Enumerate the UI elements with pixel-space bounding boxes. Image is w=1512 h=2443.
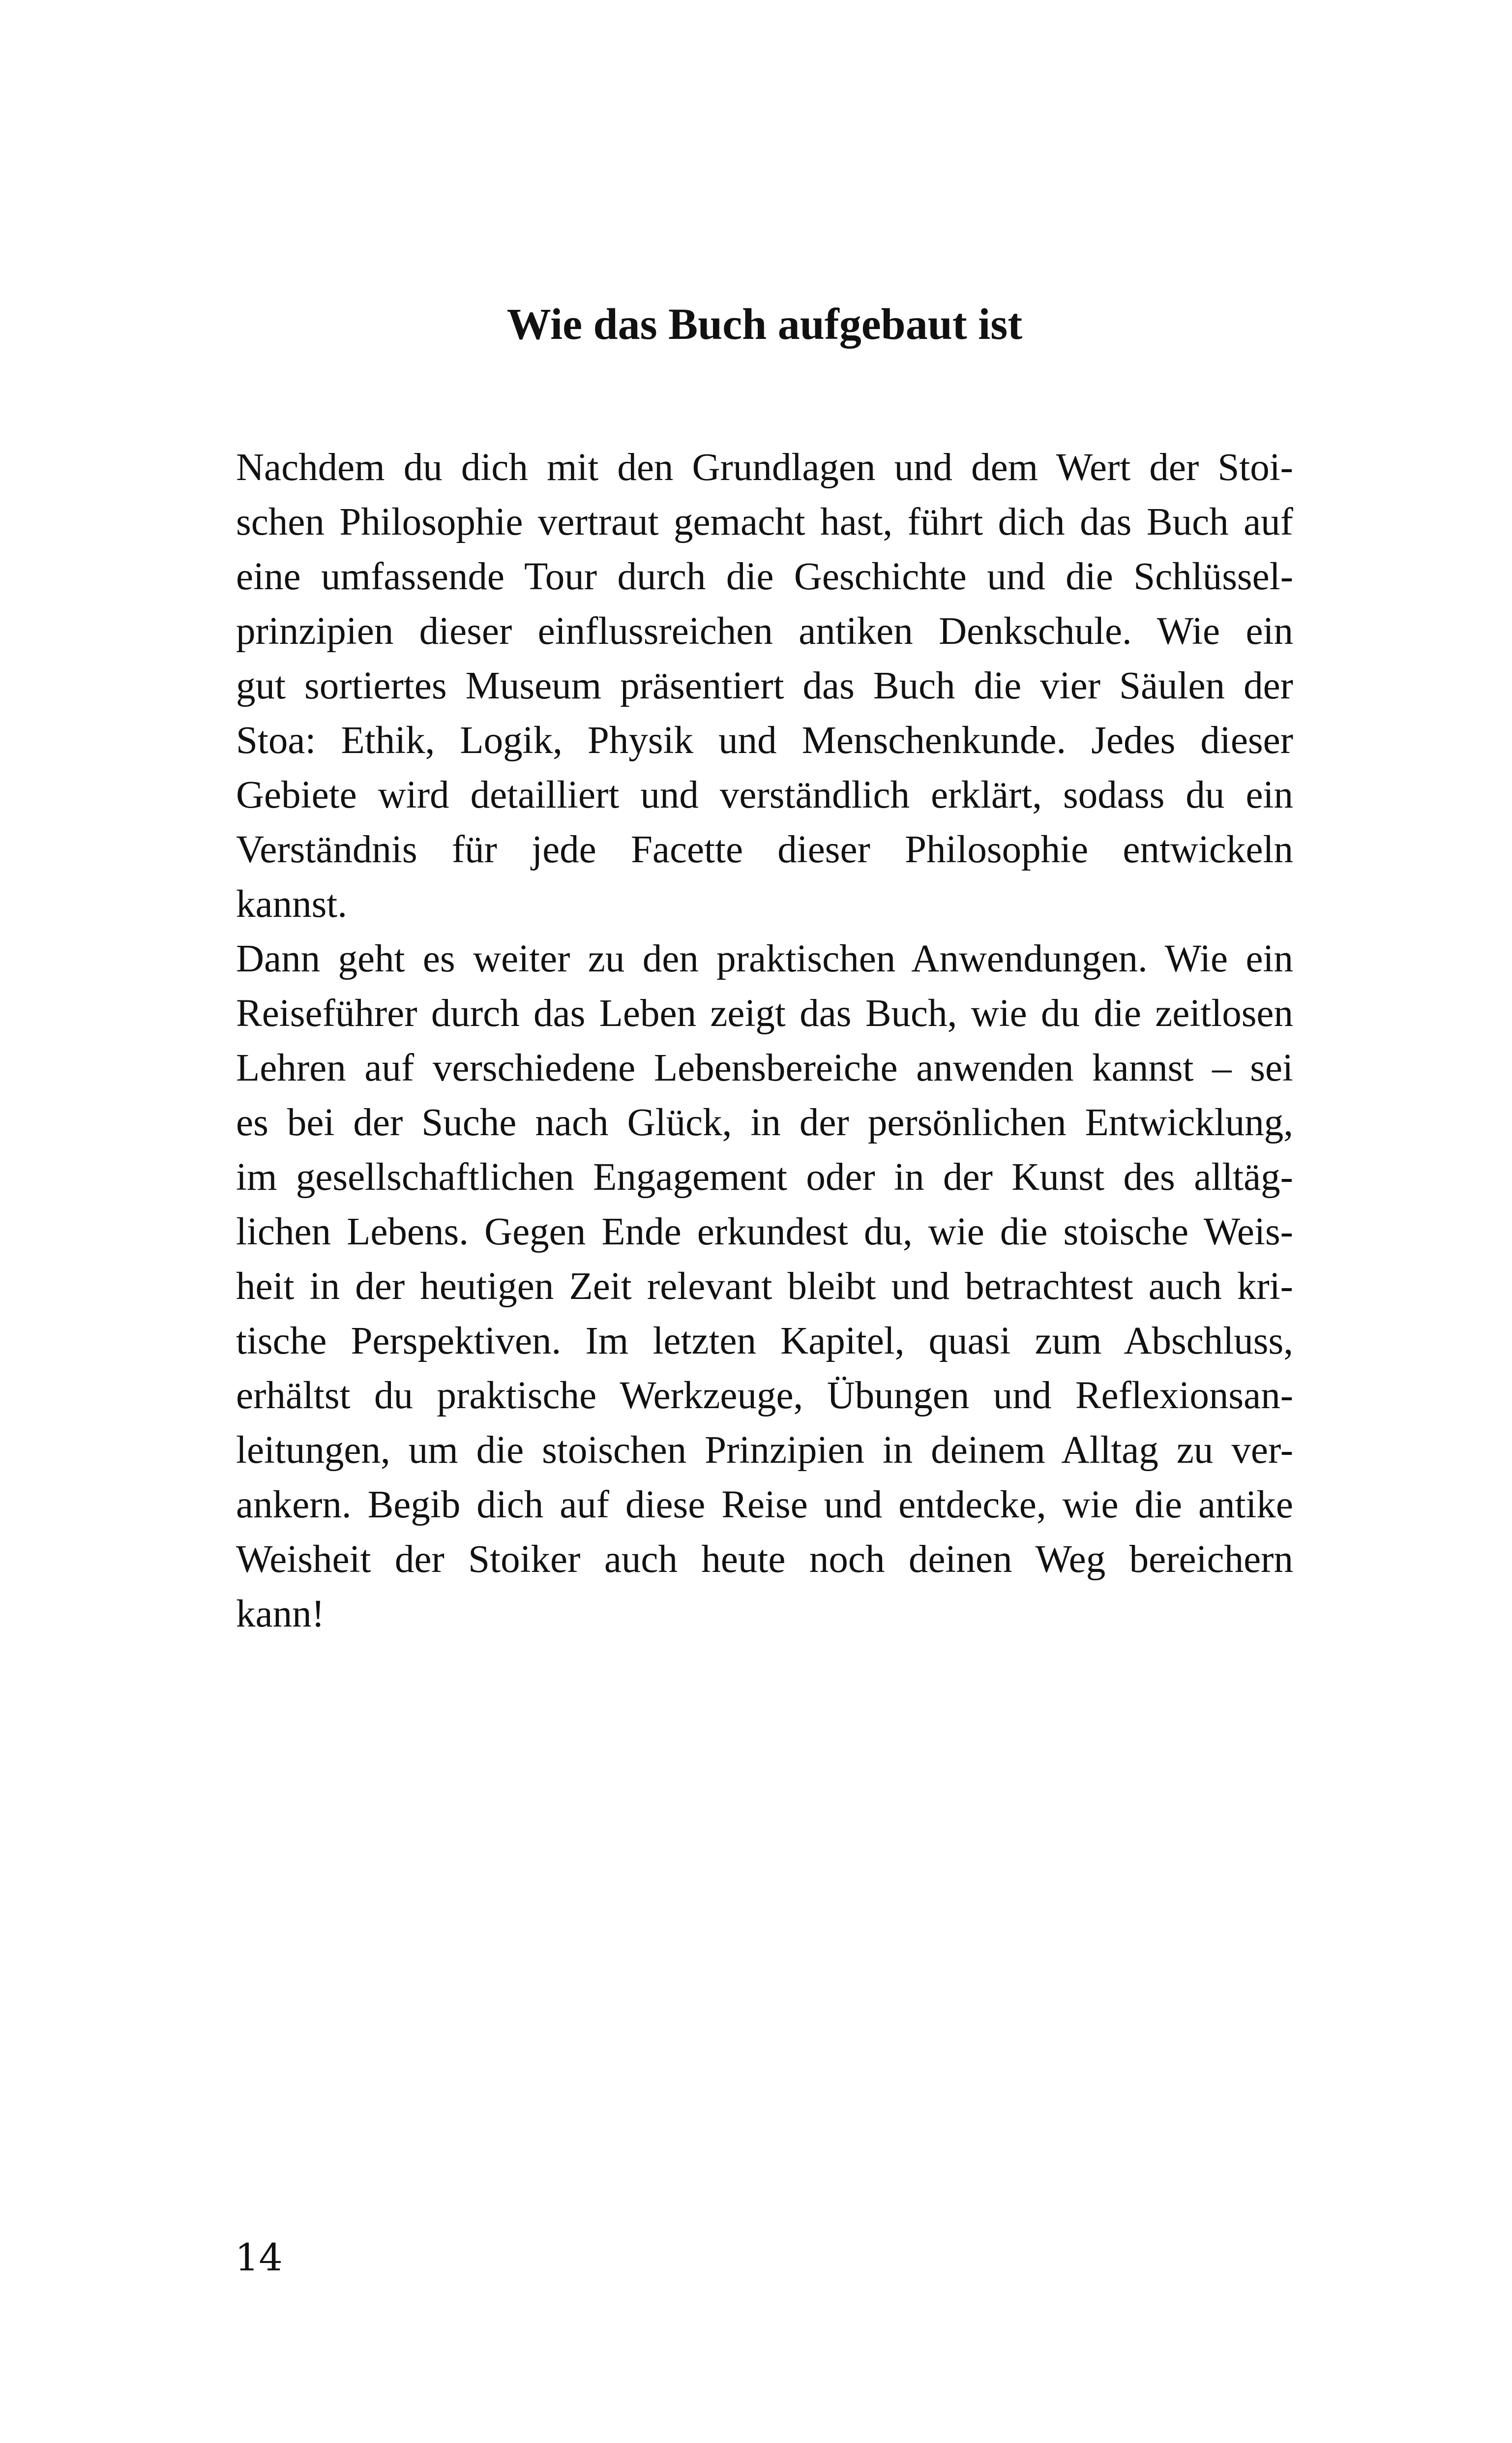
text-line: im gesellschaftlichen Engagement oder in der Kunst des alltäg- <box>236 1156 1293 1199</box>
text-line: heit in der heutigen Zeit relevant bleibt und betrachtest auch kri- <box>236 1265 1293 1308</box>
text-line: Stoa: Ethik, Logik, Physik und Menschenkunde. Jedes dieser <box>236 719 1293 762</box>
page-number: 14 <box>235 2235 283 2279</box>
text-line: kannst. <box>236 883 348 926</box>
text-line: Nachdem du dich mit den Grundlagen und dem Wert der Stoi- <box>236 446 1293 489</box>
paragraph-1 <box>236 440 1293 932</box>
text-line: Dann geht es weiter zu den praktischen Anwendungen. Wie ein <box>236 937 1293 980</box>
text-line: erhältst du praktische Werkzeuge, Übungen und Reflexionsan- <box>236 1374 1293 1417</box>
paragraph-2 <box>236 932 1293 1641</box>
body-text <box>236 440 1293 1641</box>
text-line: leitungen, um die stoischen Prinzipien in deinem Alltag zu ver- <box>236 1429 1293 1472</box>
text-line: schen Philosophie vertraut gemacht hast, führt dich das Buch auf <box>236 501 1293 543</box>
text-line: ankern. Begib dich auf diese Reise und entdecke, wie die antike <box>236 1483 1293 1526</box>
text-line: Lehren auf verschiedene Lebensbereiche anwenden kannst – sei <box>236 1047 1293 1089</box>
text-line: Weisheit der Stoiker auch heute noch deinen Weg bereichern <box>236 1538 1293 1581</box>
text-line: Gebiete wird detailliert und verständlich erklärt, sodass du ein <box>236 774 1293 816</box>
text-line: eine umfassende Tour durch die Geschichte und die Schlüssel- <box>236 555 1293 598</box>
text-line: lichen Lebens. Gegen Ende erkundest du, wie die stoische Weis- <box>236 1210 1293 1253</box>
text-line: tische Perspektiven. Im letzten Kapitel, quasi zum Abschluss, <box>236 1320 1293 1362</box>
text-line: kann! <box>236 1593 325 1635</box>
text-line: es bei der Suche nach Glück, in der persönlichen Entwicklung, <box>236 1101 1293 1144</box>
text-line: Reiseführer durch das Leben zeigt das Buch, wie du die zeitlosen <box>236 992 1293 1035</box>
text-line: gut sortiertes Museum präsentiert das Buch die vier Säulen der <box>236 664 1293 707</box>
text-line: prinzipien dieser einflussreichen antiken Denkschule. Wie ein <box>236 610 1293 653</box>
chapter-title: Wie das Buch aufgebaut ist <box>506 300 1023 349</box>
text-line: Verständnis für jede Facette dieser Philosophie entwickeln <box>236 828 1293 871</box>
